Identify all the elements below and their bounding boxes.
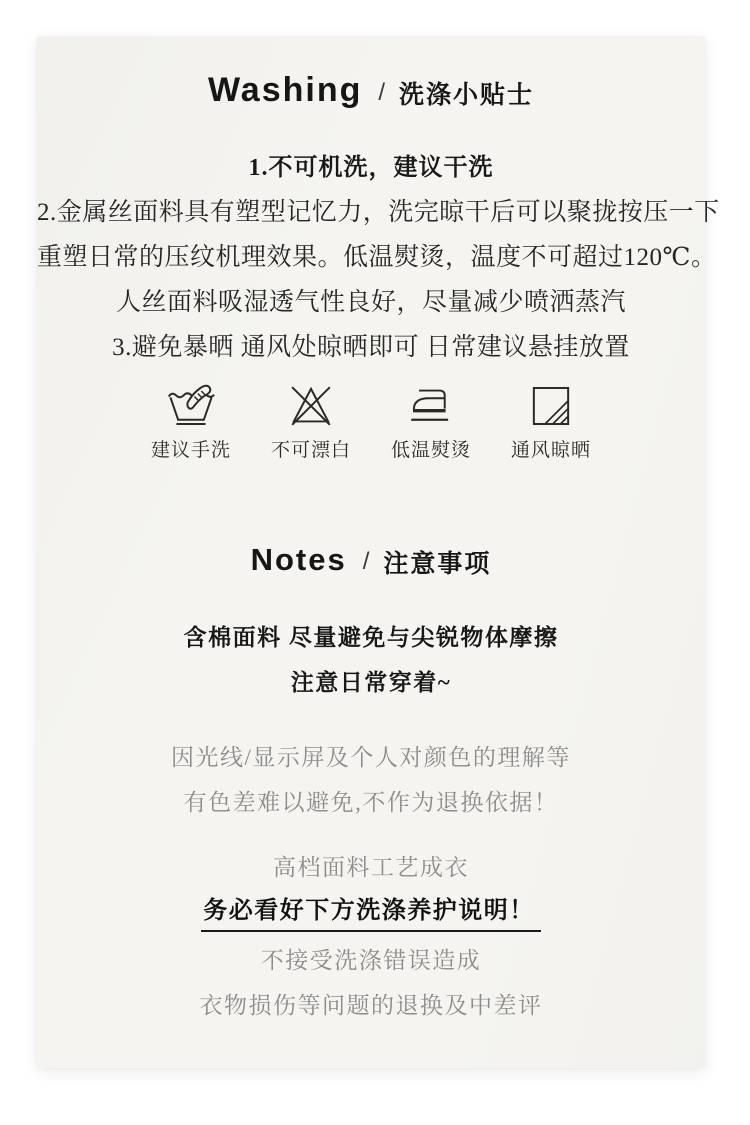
no-bleach-icon bbox=[285, 382, 337, 430]
notes-emphasis-line: 含棉面料 尽量避免与尖锐物体摩擦 bbox=[183, 625, 559, 650]
care-icon-label: 低温熨烫 bbox=[390, 440, 471, 461]
washing-title-zh: 洗涤小贴士 bbox=[399, 81, 535, 109]
washing-instruction-line: 2.金属丝面料具有塑型记忆力，洗完晾干后可以聚拢按压一下 bbox=[37, 199, 720, 226]
color-disclaimer-line: 因光线/显示屏及个人对颜色的理解等 bbox=[171, 745, 571, 770]
return-policy-line: 衣物损伤等问题的退换及中差评 bbox=[199, 993, 543, 1018]
notes-section-title bbox=[37, 542, 705, 578]
care-icon-item-shade-dry bbox=[496, 382, 606, 462]
care-icon-label: 建议手洗 bbox=[150, 440, 231, 461]
care-warning-line bbox=[37, 890, 705, 932]
title-slash-separator: / bbox=[362, 548, 370, 575]
notes-emphasis-line: 注意日常穿着~ bbox=[290, 670, 452, 695]
shade-dry-icon bbox=[525, 382, 577, 430]
care-warning-text: 务必看好下方洗涤养护说明！ bbox=[201, 890, 541, 932]
washing-title-en: Washing bbox=[207, 71, 363, 109]
care-icon-item-no-bleach bbox=[256, 382, 366, 462]
hand-wash-icon bbox=[165, 382, 217, 430]
washing-instruction-line: 3.避免暴晒 通风处晾晒即可 日常建议悬挂放置 bbox=[112, 334, 630, 361]
care-icons-row bbox=[37, 382, 705, 462]
iron-low-temp-icon bbox=[405, 382, 457, 430]
quality-line: 高档面料工艺成衣 bbox=[273, 855, 469, 880]
washing-section-title bbox=[37, 71, 705, 110]
notes-title-en: Notes bbox=[250, 542, 347, 577]
care-icon-label: 不可漂白 bbox=[270, 440, 351, 461]
care-instructions-panel bbox=[37, 37, 720, 1068]
care-icon-item-iron bbox=[376, 382, 486, 462]
washing-instruction-line: 1.不可机洗，建议干洗 bbox=[248, 155, 494, 181]
washing-instruction-line: 重塑日常的压纹机理效果。低温熨烫，温度不可超过120℃。 bbox=[37, 244, 717, 271]
color-disclaimer-line: 有色差难以避免,不作为退换依据！ bbox=[183, 790, 559, 815]
care-icon-item-hand-wash bbox=[136, 382, 246, 462]
care-icon-label: 通风晾晒 bbox=[510, 440, 591, 461]
notes-title-zh: 注意事项 bbox=[383, 551, 492, 578]
title-slash-separator: / bbox=[378, 78, 386, 106]
return-policy-line: 不接受洗涤错误造成 bbox=[260, 948, 482, 973]
washing-instruction-line: 人丝面料吸湿透气性良好，尽量减少喷洒蒸汽 bbox=[115, 289, 626, 316]
